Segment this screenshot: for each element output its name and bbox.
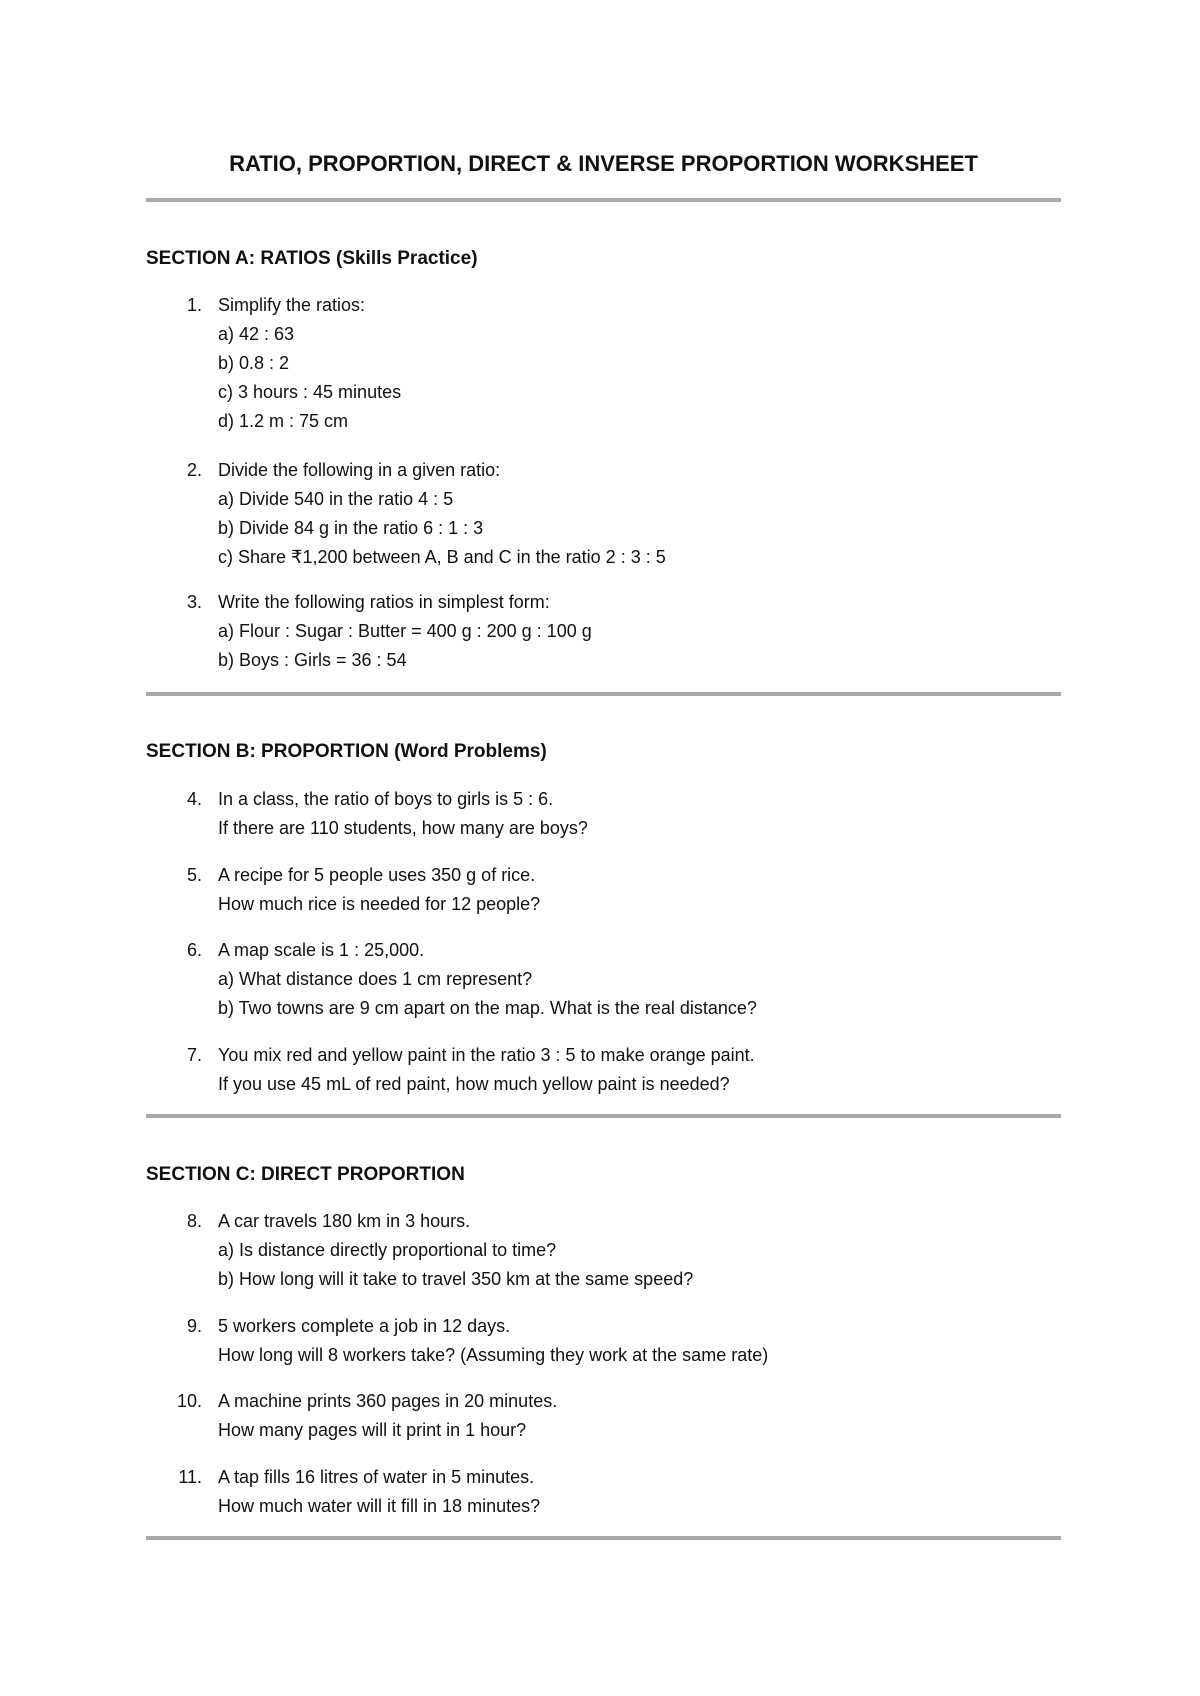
question-line: How many pages will it print in 1 hour?	[218, 1420, 527, 1440]
question-line: b) 0.8 : 2	[218, 353, 290, 373]
question-line: d) 1.2 m : 75 cm	[218, 411, 349, 431]
question-line: Simplify the ratios:	[218, 295, 366, 315]
question-line: A recipe for 5 people uses 350 g of rice.	[218, 865, 536, 885]
question-line: a) Is distance directly proportional to time?	[218, 1240, 557, 1260]
question-line: b) Boys : Girls = 36 : 54	[218, 650, 407, 670]
question-line: Write the following ratios in simplest form:	[218, 592, 550, 612]
question-number: 3.	[186, 592, 202, 612]
divider	[146, 1114, 1061, 1118]
question-number: 7.	[186, 1045, 202, 1065]
question-line: You mix red and yellow paint in the ratio 3 : 5 to make orange paint.	[218, 1045, 755, 1065]
question-line: b) Divide 84 g in the ratio 6 : 1 : 3	[218, 518, 484, 538]
question-number: 2.	[186, 460, 202, 480]
section-heading-b: SECTION B: PROPORTION (Word Problems)	[146, 741, 547, 762]
worksheet-title: RATIO, PROPORTION, DIRECT & INVERSE PROPORTION WORKSHEET	[229, 151, 978, 176]
question-line: a) Divide 540 in the ratio 4 : 5	[218, 489, 454, 509]
question-number: 1.	[186, 295, 202, 315]
question-line: Divide the following in a given ratio:	[218, 460, 501, 480]
question-line: c) Share ₹1,200 between A, B and C in the ratio 2 : 3 : 5	[218, 547, 666, 567]
divider	[146, 198, 1061, 202]
question-line: How much rice is needed for 12 people?	[218, 894, 541, 914]
question-number: 8.	[186, 1211, 202, 1231]
question-line: A car travels 180 km in 3 hours.	[218, 1211, 471, 1231]
divider	[146, 1536, 1061, 1540]
question-line: 5 workers complete a job in 12 days.	[218, 1316, 511, 1336]
question-line: b) Two towns are 9 cm apart on the map. What is the real distance?	[218, 998, 757, 1018]
section-heading-a: SECTION A: RATIOS (Skills Practice)	[146, 248, 478, 269]
question-line: c) 3 hours : 45 minutes	[218, 382, 402, 402]
divider	[146, 692, 1061, 696]
question-line: A machine prints 360 pages in 20 minutes.	[218, 1391, 558, 1411]
question-number: 9.	[186, 1316, 202, 1336]
question-number: 6.	[186, 940, 202, 960]
question-line: a) Flour : Sugar : Butter = 400 g : 200 g : 100 g	[218, 621, 592, 641]
question-line: In a class, the ratio of boys to girls is 5 : 6.	[218, 789, 554, 809]
question-number: 5.	[186, 865, 202, 885]
question-line: If you use 45 mL of red paint, how much yellow paint is needed?	[218, 1074, 730, 1094]
section-heading-c: SECTION C: DIRECT PROPORTION	[146, 1164, 465, 1185]
question-number: 10.	[176, 1391, 202, 1411]
question-line: A tap fills 16 litres of water in 5 minutes.	[218, 1467, 535, 1487]
worksheet-page	[146, 0, 1061, 1696]
question-line: b) How long will it take to travel 350 km at the same speed?	[218, 1269, 694, 1289]
question-line: a) 42 : 63	[218, 324, 295, 344]
question-number: 4.	[186, 789, 202, 809]
question-number: 11.	[178, 1467, 202, 1487]
question-line: A map scale is 1 : 25,000.	[218, 940, 425, 960]
question-line: a) What distance does 1 cm represent?	[218, 969, 533, 989]
question-line: If there are 110 students, how many are boys?	[218, 818, 588, 838]
question-line: How long will 8 workers take? (Assuming they work at the same rate)	[218, 1345, 769, 1365]
question-line: How much water will it fill in 18 minutes?	[218, 1496, 541, 1516]
